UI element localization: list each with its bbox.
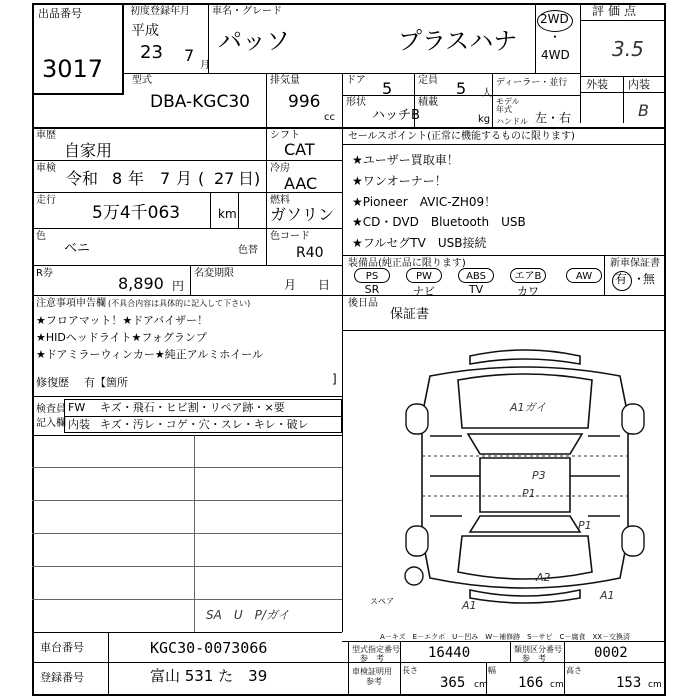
model-grade: プラスハナ [398, 27, 518, 55]
lot-number: 3017 [42, 55, 104, 83]
spare-wheel [405, 567, 423, 585]
model-grade-label: 車名・グレード [212, 6, 282, 17]
first-reg-label: 初度登録年月 [130, 6, 190, 17]
recycle-label: R券 [36, 268, 53, 279]
displacement-unit: cc [324, 112, 335, 123]
car-windshield [468, 434, 582, 454]
lot-label: 出品番号 [38, 7, 82, 20]
load-label: 積載 [418, 97, 438, 108]
mark-rear-right: A1 [600, 589, 615, 602]
type-no-label: 型式指定番号 [352, 645, 400, 654]
notes-label: 注意事項申告欄 [36, 298, 106, 309]
cert-label: 車検証明用 [352, 667, 392, 676]
inspection-lparen: ( [198, 169, 205, 188]
sales-item-1: ★ユーザー買取車！ [352, 153, 459, 167]
mark-right-door: P1 [578, 519, 592, 532]
inspection-day: 27 [214, 169, 235, 188]
capacity-label: 定員 [418, 75, 438, 86]
sales-item-2: ★ワンオーナー！ [352, 174, 447, 188]
rating-ext-label: 外装 [586, 78, 608, 91]
shift: CAT [284, 140, 315, 159]
ac-label: 冷房 [270, 163, 290, 174]
load-unit: kg [478, 114, 491, 125]
dim-length: 365 [440, 675, 466, 691]
plate-number: 富山 531 た 39 [150, 667, 268, 685]
drive-2wd: 2WD [540, 12, 569, 26]
car-front-bumper [470, 350, 580, 364]
warranty-no: 無 [643, 272, 656, 286]
mileage-label: 走行 [36, 195, 56, 206]
car-roof [480, 458, 570, 512]
drive-4wd: 4WD [541, 48, 570, 62]
model-name: パッソ [218, 27, 290, 55]
type-no-sub: 参 考 [360, 654, 384, 663]
doors-label: ドア [346, 75, 366, 86]
note-2: ★HIDヘッドライト★フォグランプ [36, 331, 207, 344]
ht-label: 高さ [566, 666, 582, 675]
shift-label: シフト [270, 130, 300, 141]
dim-height: 153 [616, 675, 642, 691]
dealer-label: ディーラー・並行 [496, 78, 568, 88]
history: 自家用 [64, 141, 113, 160]
inspection-label: 車検 [36, 163, 56, 174]
warranty-label: 新車保証書 [610, 258, 660, 269]
wid-label: 幅 [488, 666, 496, 675]
mark-roof: P3 [532, 469, 546, 482]
warranty-yes: 有 [615, 272, 628, 286]
car-trunk [458, 536, 592, 579]
drive-sep: ・ [549, 30, 562, 44]
color-code-label: 色コード [270, 231, 310, 242]
class-no-label: 類別区分番号 [514, 645, 562, 654]
mark-left-rear: P1 [522, 487, 536, 500]
rating-int-label: 内装 [628, 78, 650, 91]
name-change-day: 日 [318, 278, 331, 292]
displacement-label: 排気量 [270, 75, 300, 86]
cert-sub: 参考 [366, 677, 382, 686]
inspection-year-unit: 年 [128, 169, 145, 188]
equip-abs: ABS [458, 268, 494, 283]
docs-label: 後日品 [348, 298, 378, 309]
handle-label: ハンドル [496, 117, 528, 126]
sales-item-4: ★CD・DVD Bluetooth USB [352, 215, 526, 229]
wheel-rl [406, 526, 428, 556]
docs-value: 保証書 [390, 307, 430, 322]
class-no: 0002 [594, 645, 628, 661]
inspector-label2: 記入欄 [36, 418, 66, 429]
model-year-label1: モデル [496, 97, 520, 106]
equipment-label: 装備品(純正品に限ります) [348, 258, 466, 269]
repair-label: 修復歴 [36, 376, 69, 389]
first-reg-month: 7 [184, 46, 195, 65]
equip-airbag: エアB [510, 268, 546, 283]
handle: 左・右 [535, 111, 572, 125]
color: ベニ [64, 241, 91, 256]
sales-item-5: ★フルセグTV USB接続 [352, 236, 487, 250]
inspection-era: 令和 [66, 169, 99, 188]
car-damage-diagram [400, 346, 650, 608]
car-right-door-line [570, 436, 620, 516]
doors: 5 [382, 79, 393, 98]
equip-ps: PS [354, 268, 390, 283]
first-reg-year: 23 [140, 42, 163, 63]
displacement: 996 [288, 92, 321, 112]
model-year-label2: 年式 [496, 105, 512, 114]
wheel-fl [406, 404, 428, 434]
notes-sub: (不具合内容は具体的に記入して下さい) [108, 299, 251, 308]
len-unit: cm [474, 680, 488, 690]
sales-item-3: ★Pioneer AVIC-ZH09！ [352, 195, 497, 209]
inspection-month-unit: 月 [176, 169, 193, 188]
mileage-unit: km [218, 207, 237, 221]
warranty-sep: ・ [633, 272, 646, 286]
model-code: DBA-KGC30 [150, 92, 250, 112]
shape: ハッチB [372, 108, 420, 123]
name-change-month: 月 [284, 278, 297, 292]
fuel: ガソリン [270, 205, 335, 224]
equip-aw: AW [566, 268, 602, 283]
first-reg-era: 平成 [131, 23, 159, 39]
repair-value: 有【箇所 [84, 376, 128, 389]
inspection-year: 8 [112, 169, 123, 188]
inspector-row1-cat: FW [68, 401, 86, 414]
car-rear-bumper [470, 590, 580, 603]
rating-label: 評価点 [592, 4, 641, 18]
mark-trunk: A2 [536, 571, 551, 584]
repair-bracket: ] [332, 372, 337, 386]
color-code: R40 [296, 245, 324, 261]
mark-rear-bumper: A1 [462, 599, 477, 612]
model-code-label: 型式 [132, 75, 152, 86]
sales-label: セールスポイント(正常に機能するものに限ります) [348, 131, 575, 142]
dim-width: 166 [518, 675, 544, 691]
mileage: 5万4千063 [92, 203, 181, 223]
ac: AAC [284, 174, 318, 193]
first-reg-month-unit: 月 [200, 60, 210, 71]
recycle-unit: 円 [172, 279, 185, 293]
equip-sr: SR [364, 283, 380, 296]
inspection-month: 7 [160, 169, 171, 188]
note-3: ★ドアミラーウィンカー★純正アルミホイール [36, 348, 264, 361]
wid-unit: cm [550, 680, 564, 690]
car-left-door-line [430, 436, 480, 516]
recycle: 8,890 [118, 274, 164, 293]
fuel-label: 燃料 [270, 195, 290, 206]
equip-navi: ナビ [413, 285, 435, 298]
wheel-rr [622, 526, 644, 556]
rating-int-value: B [638, 101, 649, 120]
type-no: 16440 [428, 645, 471, 661]
ht-unit: cm [648, 680, 662, 690]
inspection-day-unit: 日) [238, 169, 261, 188]
inspector-row1-items: キズ・飛石・ヒビ割・リペア跡・×要 [100, 401, 285, 414]
equip-leather: カワ [517, 285, 539, 298]
equip-pw: PW [406, 268, 442, 283]
damage-legend: A－キズ E－エクボ U－凹み W－補修跡 S－サビ C－腐食 XX－交換済 [380, 633, 631, 641]
wheel-fr [622, 404, 644, 434]
history-label: 車歴 [36, 130, 56, 141]
chassis-label: 車台番号 [40, 641, 84, 654]
color-change-label: 色替 [238, 245, 258, 256]
color-label: 色 [36, 231, 46, 242]
mark-hood: A1ガイ [510, 401, 547, 414]
chassis-number: KGC30-0073066 [150, 639, 268, 657]
diagram-note: SA U P/ガイ [206, 608, 290, 622]
len-label: 長さ [402, 666, 418, 675]
note-1: ★フロアマット！★ドアバイザー！ [36, 314, 209, 327]
inspector-row2-items: キズ・汚レ・コゲ・穴・スレ・キレ・破レ [100, 418, 309, 431]
inspector-row2-cat: 内装 [68, 418, 90, 431]
capacity-unit: 人 [482, 88, 492, 99]
name-change-label: 名変期限 [194, 268, 234, 279]
rating-score: 3.5 [612, 37, 644, 61]
spare-label: スペア [370, 597, 394, 606]
plate-label: 登録番号 [40, 671, 84, 684]
car-rear-window [470, 516, 580, 532]
shape-label: 形状 [346, 97, 366, 108]
capacity: 5 [456, 79, 467, 98]
class-no-sub: 参 考 [522, 654, 546, 663]
inspector-label1: 検査員 [36, 404, 66, 415]
equip-tv: TV [468, 283, 484, 296]
